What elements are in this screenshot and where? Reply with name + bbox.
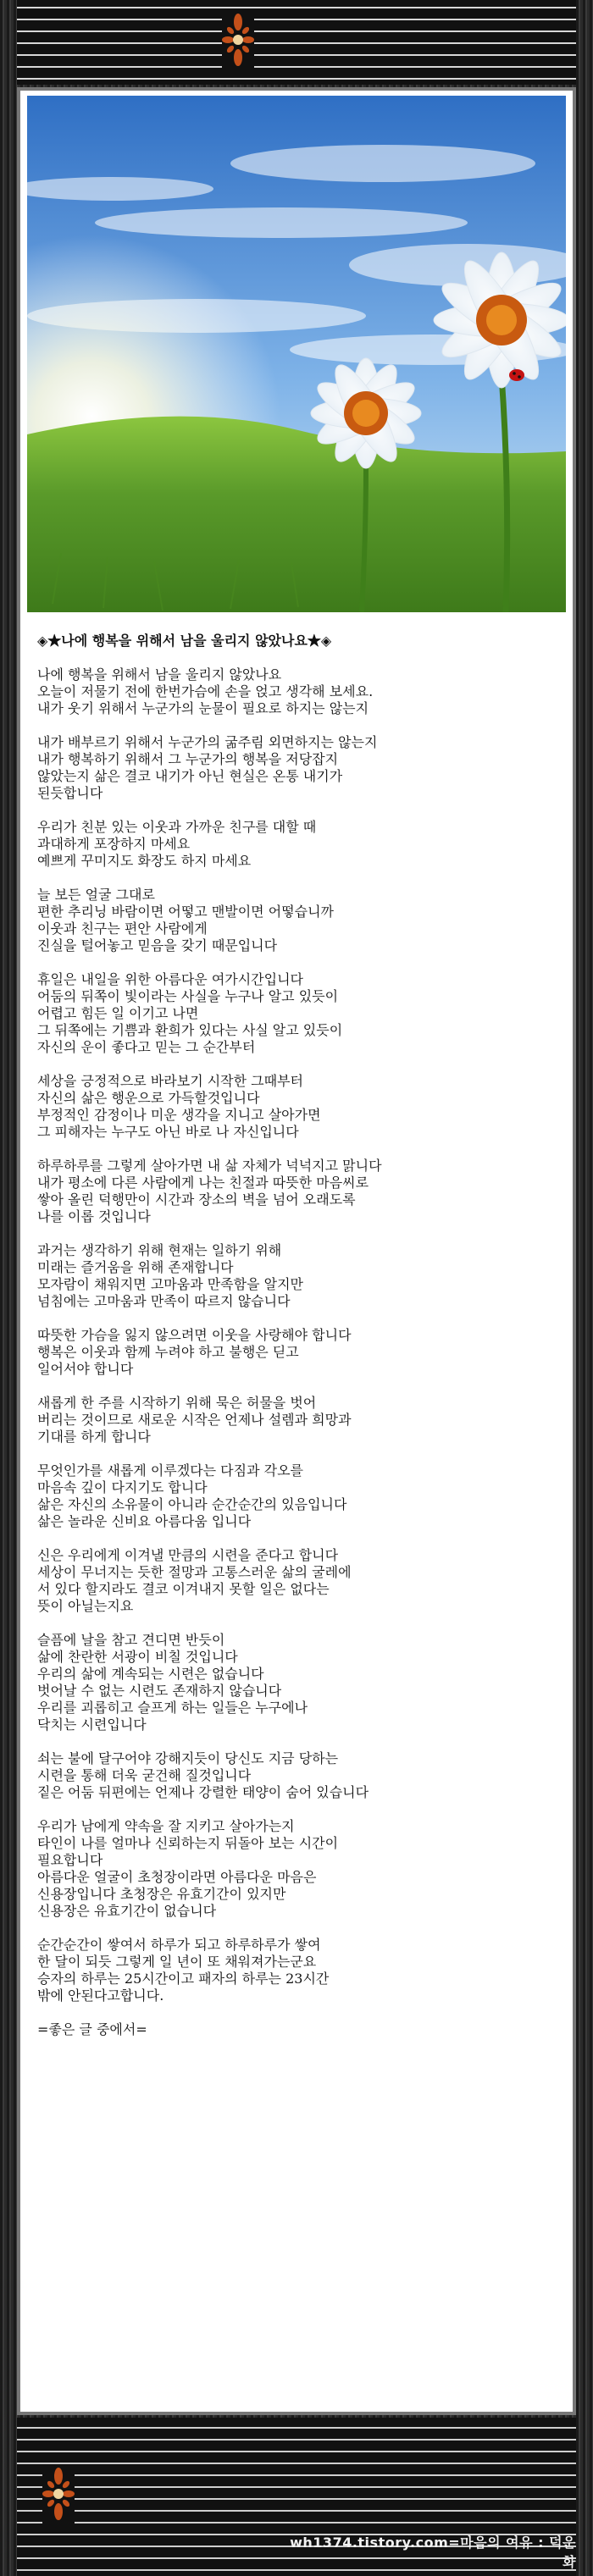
blog-signature: wh1374.tistory.com=마음의 여유 : 덕운화 [290, 2535, 576, 2570]
stanza-gap [37, 717, 563, 734]
poem-line: 예쁘게 꾸미지도 화장도 하지 마세요 [37, 853, 252, 869]
stanza-gap [37, 870, 563, 887]
poem-line: 삶은 놀라운 신비요 아름다움 입니다 [37, 1513, 252, 1529]
poem-line: 필요합니다 [37, 1852, 103, 1868]
stanza-gap [37, 1310, 563, 1327]
poem-line: 삶에 찬란한 서광이 비칠 것입니다 [37, 1649, 238, 1665]
poem-line: 세상이 무너지는 듯한 절망과 고통스러운 삶의 굴레에 [37, 1564, 352, 1580]
poem-line: 자신의 운이 좋다고 믿는 그 순간부터 [37, 1039, 256, 1055]
poem-line: 버리는 것이므로 새로운 시작은 언제나 설렘과 희망과 [37, 1412, 352, 1428]
poem-line: 한 달이 되듯 그렇게 일 년이 또 채워져가는군요 [37, 1954, 317, 1970]
stanza-gap [37, 1225, 563, 1242]
stanza-gap [37, 954, 563, 971]
poem-line: =좋은 글 중에서= [37, 2021, 147, 2037]
poem-line: 신용장은 유효기간이 없습니다 [37, 1903, 217, 1919]
poem-line: 쌓아 올린 덕행만이 시간과 장소의 벽을 넘어 오래도록 [37, 1191, 356, 1208]
poem-line: 뜻이 아닐는지요 [37, 1598, 134, 1614]
stanza-gap [37, 1801, 563, 1818]
poem-line: 모자람이 채워지면 고마움과 만족함을 알지만 [37, 1276, 304, 1292]
poem-line: 어렵고 힘든 일 이기고 나면 [37, 1005, 199, 1021]
poem-line: 우리가 친분 있는 이웃과 가까운 친구를 대할 때 [37, 819, 317, 835]
stanza-gap [37, 650, 563, 666]
poem-line: 나를 이롭 것입니다 [37, 1208, 151, 1224]
poem-line: 일어서야 합니다 [37, 1361, 134, 1377]
poem-line: 새롭게 한 주를 시작하기 위해 묵은 허물을 벗어 [37, 1395, 317, 1411]
poem-line: 오늘이 저물기 전에 한번가슴에 손을 얹고 생각해 보세요. [37, 683, 374, 699]
poem-line: 이웃과 친구는 편안 사람에게 [37, 920, 208, 937]
poem-line: 된듯합니다 [37, 785, 103, 801]
poem-line: 행복은 이웃과 함께 누려야 하고 불행은 딛고 [37, 1344, 299, 1360]
poem-line: 과거는 생각하기 위해 현재는 일하기 위해 [37, 1242, 282, 1258]
poem-line: 우리가 남에게 약속을 잘 지키고 살아가는지 [37, 1818, 295, 1834]
poem-line: 시련을 통해 더욱 굳건해 질것입니다 [37, 1767, 252, 1783]
poem-line: 나에 행복을 위해서 남을 울리지 않았나요 [37, 666, 282, 683]
stanza-gap [37, 2004, 563, 2021]
bottom-flower-ornament-icon [42, 2464, 75, 2523]
poem-line: 하루하루를 그렇게 살아가면 내 삶 자체가 넉넉지고 맑니다 [37, 1158, 382, 1174]
poem-line: 짙은 어둠 뒤편에는 언제나 강렬한 태양이 숨어 있습니다 [37, 1784, 369, 1800]
poem-line: 내가 배부르기 위해서 누군가의 굶주림 외면하지는 않는지 [37, 734, 378, 750]
poem-line: 그 피해자는 누구도 아닌 바로 나 자신입니다 [37, 1124, 299, 1140]
poem-line: 슬픔에 날을 참고 견디면 반듯이 [37, 1632, 225, 1648]
stanza-gap [37, 1378, 563, 1395]
stanza-gap [37, 1141, 563, 1158]
poem-title: ◈★나에 행복을 위해서 남을 울리지 않았나요★◈ [37, 633, 332, 649]
poem-line: 순간순간이 쌓여서 하루가 되고 하루하루가 쌓여 [37, 1937, 321, 1953]
poem-line: 벗어날 수 없는 시련도 존재하지 않습니다 [37, 1683, 282, 1699]
poem-line: 타인이 나를 얼마나 신뢰하는지 뒤돌아 보는 시간이 [37, 1835, 339, 1851]
poem-line: 무엇인가를 새롭게 이루겠다는 다짐과 각오를 [37, 1462, 304, 1479]
poem-line: 닥치는 시련입니다 [37, 1716, 147, 1733]
poem-line: 늘 보든 얼굴 그대로 [37, 887, 155, 903]
poem-line: 내가 웃기 위해서 누군가의 눈물이 필요로 하지는 않는지 [37, 700, 369, 716]
poem-line: 휴일은 내일을 위한 아름다운 여가시간입니다 [37, 971, 304, 987]
poem-line: 밖에 안된다고합니다. [37, 1987, 164, 2004]
poem-line: 과대하게 포장하지 마세요 [37, 836, 191, 852]
poem-line: 미래는 즐거움을 위해 존재합니다 [37, 1259, 234, 1275]
poem-text [37, 633, 563, 2038]
poem-line: 서 있다 할지라도 결코 이겨내지 못할 일은 없다는 [37, 1581, 330, 1597]
poem-line: 않았는지 삶은 결코 내기가 아닌 현실은 온통 내기가 [37, 768, 343, 784]
poem-line: 편한 추리닝 바람이면 어떻고 맨발이면 어떻습니까 [37, 904, 335, 920]
poem-line: 마음속 깊이 다지기도 합니다 [37, 1479, 208, 1495]
stanza-gap [37, 1446, 563, 1462]
poem-line: 우리를 괴롭히고 슬프게 하는 일들은 누구에나 [37, 1700, 308, 1716]
stanza-gap [37, 1530, 563, 1547]
content-panel [17, 87, 576, 2415]
poem-line: 자신의 삶은 행운으로 가득할것입니다 [37, 1090, 260, 1106]
stanza-gap [37, 1056, 563, 1073]
poem-line: 승자의 하루는 25시간이고 패자의 하루는 23시간 [37, 1971, 330, 1987]
poem-line: 부정적인 감정이나 미운 생각을 지니고 살아가면 [37, 1107, 321, 1123]
poem-line: 기대를 하게 합니다 [37, 1429, 151, 1445]
poem-line: 신용장입니다 초청장은 유효기간이 있지만 [37, 1886, 286, 1902]
poem-line: 그 뒤쪽에는 기쁨과 환희가 있다는 사실 알고 있듯이 [37, 1022, 343, 1038]
stanza-gap [37, 1733, 563, 1750]
poem-line: 쇠는 불에 달구어야 강해지듯이 당신도 지금 당하는 [37, 1750, 339, 1766]
poem-line: 세상을 긍정적으로 바라보기 시작한 그때부터 [37, 1073, 304, 1089]
stanza-gap [37, 802, 563, 819]
stanza-gap [37, 1920, 563, 1937]
poem-line: 따뜻한 가슴을 잃지 않으려면 이웃을 사랑해야 합니다 [37, 1327, 352, 1343]
poem-line: 어둠의 뒤쪽이 빛이라는 사실을 누구나 알고 있듯이 [37, 988, 339, 1004]
poem-line: 진실을 털어놓고 믿음을 갖기 때문입니다 [37, 937, 278, 954]
poem-line: 아름다운 얼굴이 초청장이라면 아름다운 마음은 [37, 1869, 317, 1885]
stanza-gap [37, 1615, 563, 1632]
poem-line: 우리의 삶에 계속되는 시련은 없습니다 [37, 1666, 264, 1682]
poem-line: 내가 행복하기 위해서 그 누군가의 행복을 저당잡지 [37, 751, 339, 767]
poem-line: 내가 평소에 다른 사람에게 나는 친절과 따뜻한 마음씨로 [37, 1175, 369, 1191]
poem-line: 신은 우리에게 이겨낼 만큼의 시련을 준다고 합니다 [37, 1547, 339, 1563]
top-flower-ornament-icon [222, 10, 254, 69]
daisy-field-photo [27, 96, 566, 612]
poem-line: 넘침에는 고마움과 만족이 따르지 않습니다 [37, 1293, 291, 1309]
top-striped-band [17, 0, 576, 85]
poem-line: 삶은 자신의 소유물이 아니라 순간순간의 있음입니다 [37, 1496, 347, 1512]
